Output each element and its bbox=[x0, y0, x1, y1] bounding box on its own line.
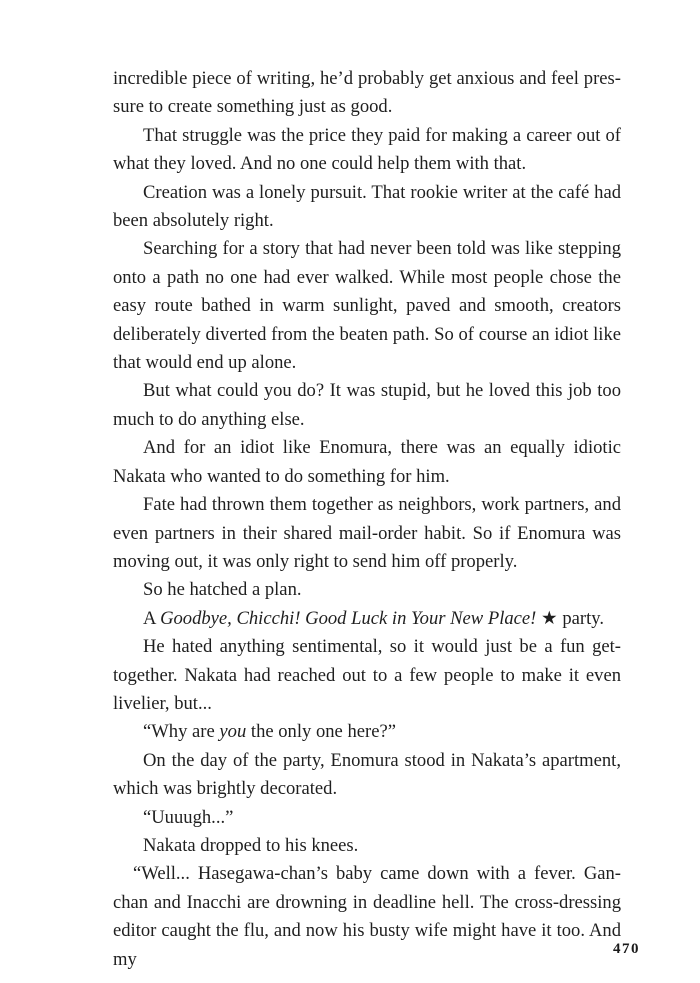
paragraph-3: Creation was a lonely pursuit. That rookie writer at the café had been absolutely right. bbox=[113, 181, 621, 232]
paragraph-4: Searching for a story that had never been told was like stepping onto a path no one had ever walked. While most people chose the easy route bathed in warm sunlight, paved and smooth, creators deliberately diverted from the beaten path. So of course an idiot like that would end up alone. bbox=[113, 238, 621, 374]
paragraph-6: And for an idiot like Enomura, there was an equally idiotic Nakata who wanted to do something for him. bbox=[113, 437, 621, 487]
page-number: 470 bbox=[613, 941, 640, 957]
dialogue-why-prefix: “Why are bbox=[143, 721, 220, 743]
party-title-prefix: A bbox=[143, 607, 161, 629]
paragraph-10: He hated anything sentimental, so it would just be a fun get-together. Nakata had reached out to a few people to make it even livelier, but... bbox=[113, 636, 621, 714]
paragraph-dialogue-why bbox=[113, 718, 621, 746]
party-title-italic: Goodbye, Chicchi! Good Luck in Your New Place! bbox=[160, 607, 537, 629]
paragraph-5: But what could you do? It was stupid, but he loved this job too much to do anything else. bbox=[113, 380, 621, 430]
paragraph-8: So he hatched a plan. bbox=[143, 579, 302, 601]
paragraph-12: On the day of the party, Enomura stood in Nakata’s apartment, which was brightly decorated. bbox=[113, 749, 621, 800]
paragraph-1: incredible piece of writing, he’d probably get anxious and feel pressure to create something just as good. bbox=[113, 68, 621, 118]
paragraph-party-title bbox=[113, 605, 621, 633]
dialogue-why-italic: you bbox=[219, 721, 247, 743]
paragraph-2: That struggle was the price they paid for making a career out of what they loved. And no one could help them with that. bbox=[113, 124, 621, 175]
party-title-suffix: ★ party. bbox=[536, 607, 604, 629]
dialogue-why-suffix: the only one here?” bbox=[246, 721, 396, 743]
paragraph-7: Fate had thrown them together as neighbors, work partners, and even partners in their shared mail-order habit. So if Enomura was moving out, it was only right to send him off properly. bbox=[113, 494, 621, 572]
paragraph-14: Nakata dropped to his knees. bbox=[143, 834, 359, 856]
body-text bbox=[113, 65, 621, 974]
paragraph-13: “Uuuugh...” bbox=[143, 806, 234, 828]
paragraph-15: “Well... Hasegawa-chan’s baby came down with a fever. Gan-chan and Inacchi are drowning in deadline hell. The cross-dressing editor caught the flu, and now his busty wife might have it too. And my bbox=[113, 863, 621, 970]
